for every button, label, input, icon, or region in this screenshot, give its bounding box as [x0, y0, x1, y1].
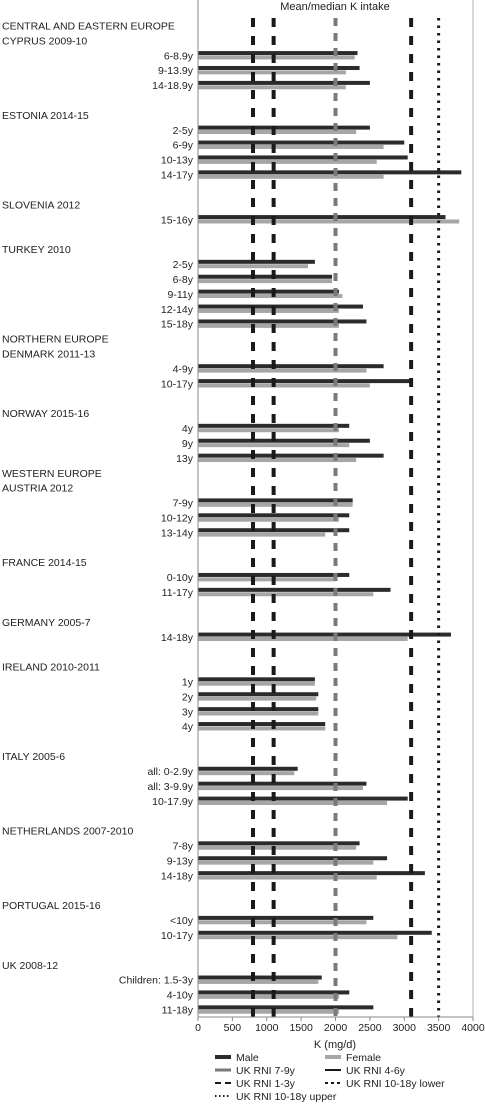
bar-male: [198, 856, 387, 860]
bar-female: [198, 876, 377, 880]
row-label: 7-8y: [172, 840, 193, 853]
bar-female: [198, 264, 308, 268]
row-label: 2y: [181, 691, 193, 704]
row-label: all: 0-2.9y: [147, 765, 193, 778]
row-label: 10-17.9y: [152, 795, 193, 808]
row-label: 9y: [181, 437, 193, 450]
row-label: 14-17y: [160, 169, 193, 182]
bar-female: [198, 637, 408, 641]
bar-female: [198, 712, 318, 716]
bar-female: [198, 219, 459, 223]
group-header: WESTERN EUROPE: [2, 467, 102, 480]
bar-male: [198, 290, 339, 294]
bar-female: [198, 846, 356, 850]
row-label: 12-14y: [160, 303, 193, 316]
bar-female: [198, 697, 316, 701]
row-label: Children: 1.5-3y: [118, 974, 193, 987]
legend-label: Female: [346, 1052, 382, 1064]
group-header: FRANCE 2014-15: [2, 557, 87, 570]
bar-male: [198, 767, 298, 771]
bar-male: [198, 692, 318, 696]
x-tick-label: 1500: [289, 1022, 313, 1034]
row-label: 1y: [181, 676, 193, 689]
group-header: ESTONIA 2014-15: [2, 109, 89, 122]
bar-male: [198, 81, 370, 85]
bar-male: [198, 722, 325, 726]
group-header: ITALY 2005-6: [2, 751, 66, 764]
x-tick-label: 0: [195, 1022, 201, 1034]
x-tick-label: 2500: [358, 1022, 382, 1034]
legend-label: UK RNI 10-18y lower: [346, 1078, 445, 1090]
chart-title: Mean/median K intake: [280, 1, 390, 13]
legend-label: Male: [236, 1052, 259, 1064]
row-label: 3y: [181, 706, 193, 719]
legend-label: UK RNI 10-18y upper: [236, 1091, 337, 1103]
row-label: 6-8.9y: [163, 50, 193, 63]
bar-female: [198, 577, 336, 581]
x-tick-label: 2000: [323, 1022, 348, 1034]
bar-female: [198, 518, 339, 522]
bar-female: [198, 145, 384, 149]
bar-male: [198, 424, 349, 428]
row-label: all: 3-9.9y: [147, 780, 193, 793]
bar-male: [198, 215, 446, 219]
row-label: 9-13.9y: [157, 65, 193, 78]
bar-female: [198, 369, 366, 373]
row-label: 15-18y: [160, 318, 193, 331]
row-label: 14-18y: [160, 631, 193, 644]
row-label: 4-9y: [172, 363, 193, 376]
bar-male: [198, 677, 315, 681]
bar-male: [198, 513, 349, 517]
row-label: 6-9y: [172, 139, 193, 152]
bar-female: [198, 533, 325, 537]
row-label: 10-13y: [160, 154, 193, 167]
bar-female: [198, 726, 325, 730]
bar-female: [198, 279, 332, 283]
bar-male: [198, 379, 411, 383]
row-label: 14-18.9y: [152, 80, 193, 93]
bar-male: [198, 782, 366, 786]
bar-female: [198, 294, 342, 298]
row-label: 9-13y: [166, 855, 193, 868]
legend-label: UK RNI 7-9y: [236, 1065, 295, 1077]
group-header: NORTHERN EUROPE: [2, 333, 109, 346]
row-label: 9-11y: [167, 288, 193, 301]
bar-female: [198, 130, 356, 134]
bar-male: [198, 439, 370, 443]
row-label: 2-5y: [172, 124, 193, 137]
group-header: IRELAND 2010-2011: [2, 661, 100, 674]
bar-male: [198, 1005, 373, 1009]
bar-female: [198, 324, 339, 328]
legend-label: UK RNI 4-6y: [346, 1065, 405, 1077]
bar-female: [198, 980, 318, 984]
bar-female: [198, 384, 370, 388]
bar-female: [198, 458, 356, 462]
row-label: 11-18y: [161, 1004, 193, 1017]
bar-male: [198, 931, 432, 935]
x-tick-label: 4000: [461, 1022, 485, 1034]
bar-female: [198, 592, 373, 596]
row-label: <10y: [169, 915, 193, 928]
bar-female: [198, 801, 387, 805]
group-header: NETHERLANDS 2007-2010: [2, 825, 134, 838]
row-label: 10-17y: [160, 378, 193, 391]
bar-female: [198, 771, 294, 775]
bar-male: [198, 155, 408, 159]
bar-male: [198, 260, 315, 264]
row-label: 4-10y: [166, 989, 193, 1002]
row-label: 6-8y: [172, 273, 193, 286]
row-label: 15-16y: [160, 214, 193, 227]
bar-female: [198, 920, 366, 924]
bar-female: [198, 309, 339, 313]
legend: [215, 1052, 445, 1103]
row-label: 2-5y: [172, 259, 193, 272]
bar-male: [198, 364, 384, 368]
group-header: TURKEY 2010: [2, 244, 71, 257]
row-label: 10-12y: [160, 512, 193, 525]
bar-male: [198, 707, 318, 711]
bar-male: [198, 916, 373, 920]
bar-male: [198, 871, 425, 875]
bar-female: [198, 995, 339, 999]
bar-male: [198, 588, 391, 592]
reference-lines-layer: [253, 18, 439, 1017]
bar-female: [198, 428, 339, 432]
group-header: SLOVENIA 2012: [2, 199, 81, 212]
bar-male: [198, 126, 370, 130]
legend-label: UK RNI 1-3y: [236, 1078, 295, 1090]
bar-female: [198, 935, 397, 939]
group-header: CENTRAL AND EASTERN EUROPE: [2, 20, 175, 33]
bar-male: [198, 498, 353, 502]
bars-layer: [198, 51, 461, 1014]
group-header: DENMARK 2011-13: [2, 348, 96, 361]
bar-male: [198, 797, 408, 801]
row-label: 13-14y: [160, 527, 193, 540]
x-tick-label: 3500: [426, 1022, 451, 1034]
bar-male: [198, 170, 461, 174]
bar-female: [198, 443, 349, 447]
row-label: 7-9y: [172, 497, 193, 510]
row-label: 4y: [181, 721, 193, 734]
bar-female: [198, 55, 355, 59]
bar-male: [198, 454, 384, 458]
group-header: NORWAY 2015-16: [2, 408, 90, 421]
bar-male: [198, 319, 366, 323]
row-label: 14-18y: [160, 870, 193, 883]
bar-female: [198, 160, 377, 164]
bar-female: [198, 85, 346, 89]
group-header: PORTUGAL 2015-16: [2, 900, 101, 913]
bar-female: [198, 175, 384, 179]
group-header: AUSTRIA 2012: [2, 482, 74, 495]
bar-male: [198, 275, 332, 279]
bar-female: [198, 861, 373, 865]
bar-male: [198, 976, 322, 980]
x-tick-label: 3000: [392, 1022, 416, 1034]
bar-female: [198, 786, 363, 790]
row-label: 11-17y: [161, 587, 193, 600]
row-label: 0-10y: [166, 572, 193, 585]
group-header: UK 2008-12: [2, 959, 59, 972]
x-tick-label: 500: [223, 1022, 242, 1034]
row-labels-layer: [2, 20, 194, 1016]
bar-female: [198, 682, 315, 686]
row-label: 4y: [181, 423, 193, 436]
row-label: 13y: [176, 452, 193, 465]
bar-female: [198, 1010, 339, 1014]
row-label: 10-17y: [160, 929, 193, 942]
x-tick-label: 1000: [255, 1022, 279, 1034]
bar-male: [198, 141, 404, 145]
group-header: GERMANY 2005-7: [2, 616, 91, 629]
bar-male: [198, 305, 363, 309]
group-header: CYPRUS 2009-10: [2, 35, 88, 48]
x-axis-label: K (mg/d): [313, 1039, 357, 1051]
